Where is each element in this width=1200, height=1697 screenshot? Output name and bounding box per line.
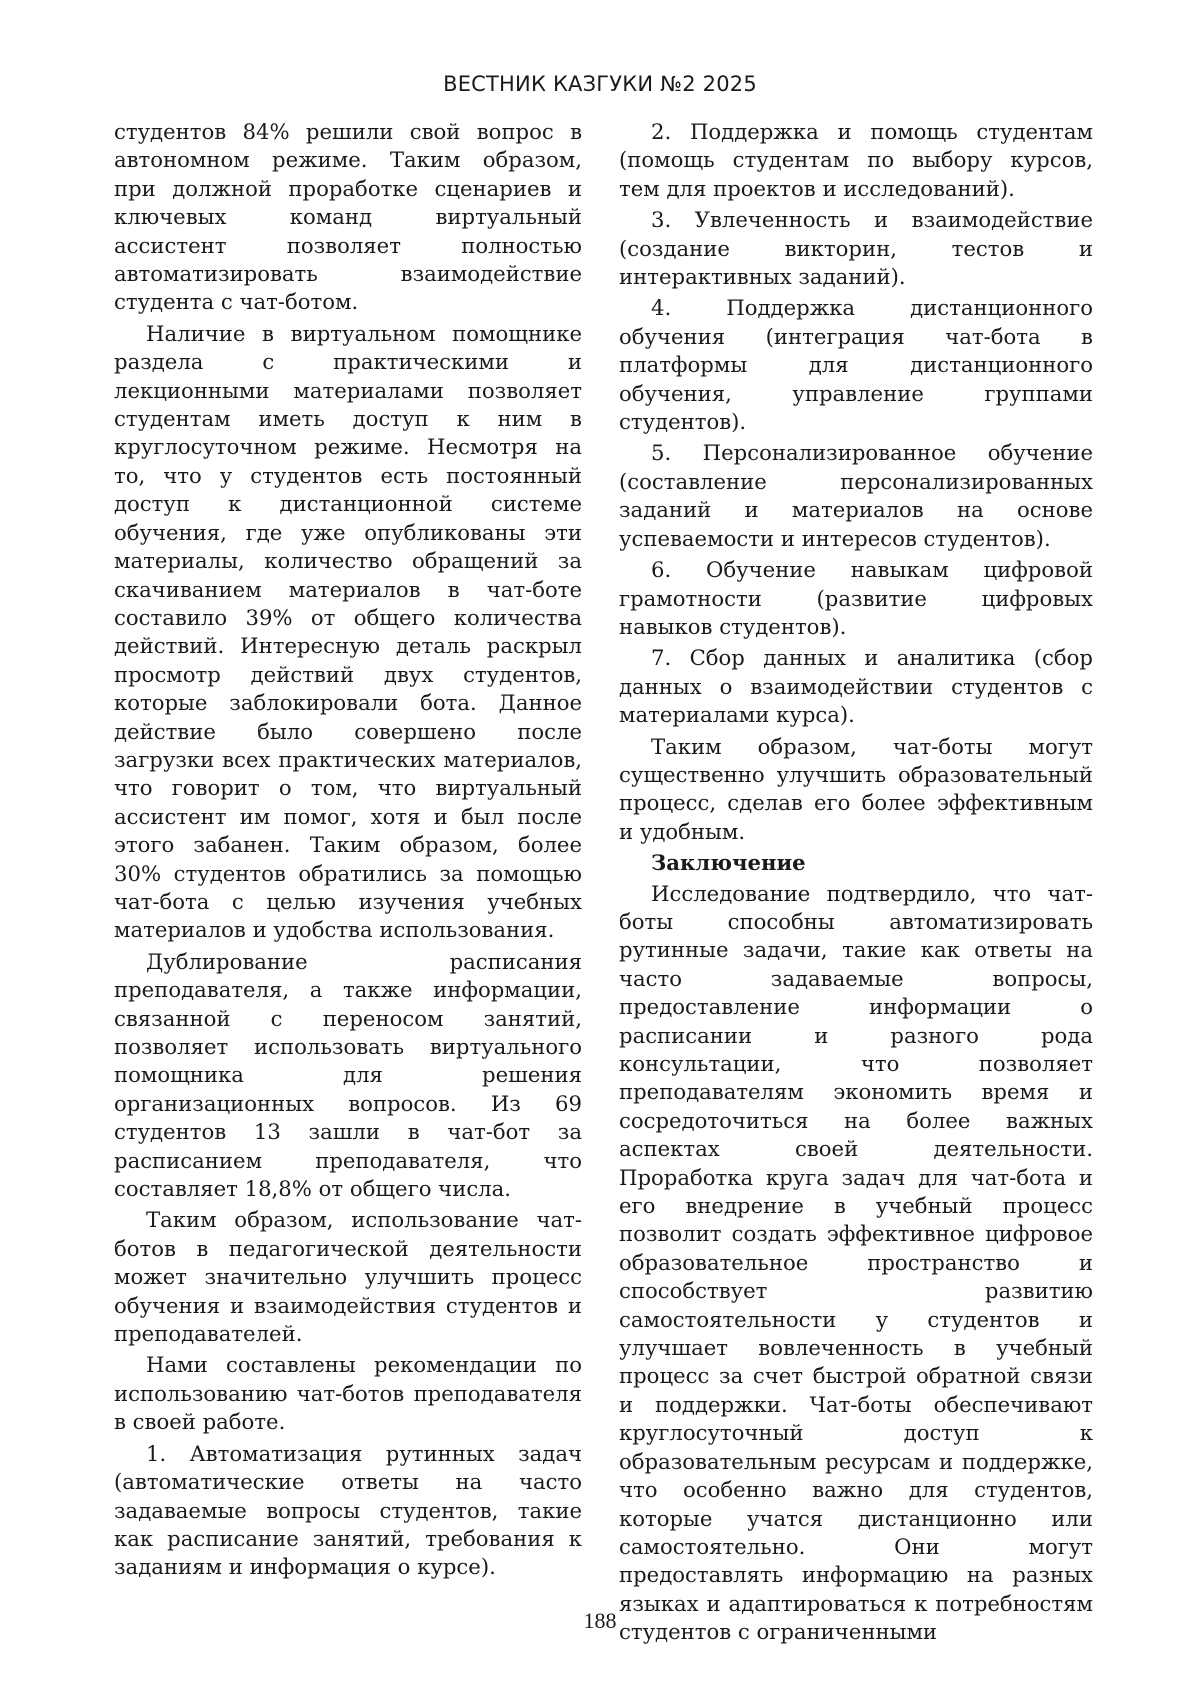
recommendation-item-6: 6. Обучение навыкам цифровой грамотности (развитие цифровых навыков студентов). — [619, 557, 1093, 639]
recommendation-item-4: 4. Поддержка дистанционного обучения (интеграция чат-бота в платформы для дистанционного обучения, управление группами студентов). — [619, 295, 1093, 435]
recommendation-item-3: 3. Увлеченность и взаимодействие (создание викторин, тестов и интерактивных заданий). — [619, 207, 1093, 290]
conclusion-heading: Заключение — [651, 850, 806, 876]
paragraph-autonomous-resolution: студентов 84% решили свой вопрос в автономном режиме. Таким образом, при должной проработке сценариев и ключевых команд виртуальный ассистент позволяет полностью автоматизировать взаимодействие студента с чат-ботом. — [114, 119, 582, 315]
recommendation-item-1: 1. Автоматизация рутинных задач (автоматические ответы на часто задаваемые вопросы студентов, такие как расписание занятий, требования к заданиям и информация о курсе). — [114, 1440, 582, 1580]
right-column — [619, 118, 1093, 1650]
recommendation-item-5: 5. Персонализированное обучение (составление персонализированных заданий и материалов на основе успеваемости и интересов студентов). — [619, 440, 1093, 551]
paragraph-summary: Таким образом, чат-боты могут существенно улучшить образовательный процесс, сделав его более эффективным и удобным. — [619, 733, 1093, 844]
paragraph-pedagogical-use: Таким образом, использование чат-ботов в педагогической деятельности может значительно улучшить процесс обучения и взаимодействия студентов и преподавателей. — [114, 1207, 582, 1347]
recommendation-item-7: 7. Сбор данных и аналитика (сбор данных о взаимодействии студентов с материалами курса). — [619, 645, 1093, 728]
journal-running-header: ВЕСТНИК КАЗГУКИ №2 2025 — [443, 72, 757, 96]
page-number: 188 — [583, 1608, 617, 1633]
left-column — [114, 118, 582, 1585]
paragraph-lecture-materials: Наличие в виртуальном помощнике раздела с практическими и лекционными материалами позволяет студентам иметь доступ к ним в круглосуточном режиме. Несмотря на то, что у студентов есть постоянный доступ к дистанционной системе обучения, где уже опубликованы эти материалы, количество обращений за скачиванием материалов в чат-боте составило 39% от общего количества действий. Интересную деталь раскрыл просмотр действий двух студентов, которые заблокировали бота. Данное действие было совершено после загрузки всех практических материалов, что говорит о том, что виртуальный ассистент им помог, хотя и был после этого забанен. Таким образом, более 30% студентов обратились за помощью чат-бота с целью изучения учебных материалов и удобства использования. — [114, 320, 582, 943]
paragraph-conclusion: Исследование подтвердило, что чат-боты способны автоматизировать рутинные задачи, такие как ответы на часто задаваемые вопросы, предоставление информации о расписании и разного рода консультации, что позволяет преподавателям экономить время и сосредоточиться на более важных аспектах своей деятельности. Проработка круга задач для чат-бота и его внедрение в учебный процесс позволит создать эффективное цифровое образовательное пространство и способствует развитию самостоятельности у студентов и улучшает вовлеченность в учебный процесс за счет быстрой обратной связи и поддержки. Чат-боты обеспечивают круглосуточный доступ к образовательным ресурсам и поддержке, что особенно важно для студентов, которые учатся дистанционно или самостоятельно. Они могут предоставлять информацию на разных языках и адаптироваться к потребностям студентов с ограниченными — [619, 880, 1093, 1645]
recommendation-item-2: 2. Поддержка и помощь студентам (помощь студентам по выбору курсов, тем для проектов и исследований). — [619, 119, 1093, 201]
paragraph-schedule-duplication: Дублирование расписания преподавателя, а также информации, связанной с переносом занятий, позволяет использовать виртуального помощника для решения организационных вопросов. Из 69 студентов 13 зашли в чат-бот за расписанием преподавателя, что составляет 18,8% от общего числа. — [114, 948, 582, 1202]
paragraph-recommendations-intro: Нами составлены рекомендации по использованию чат-ботов преподавателя в своей работе. — [114, 1352, 582, 1435]
